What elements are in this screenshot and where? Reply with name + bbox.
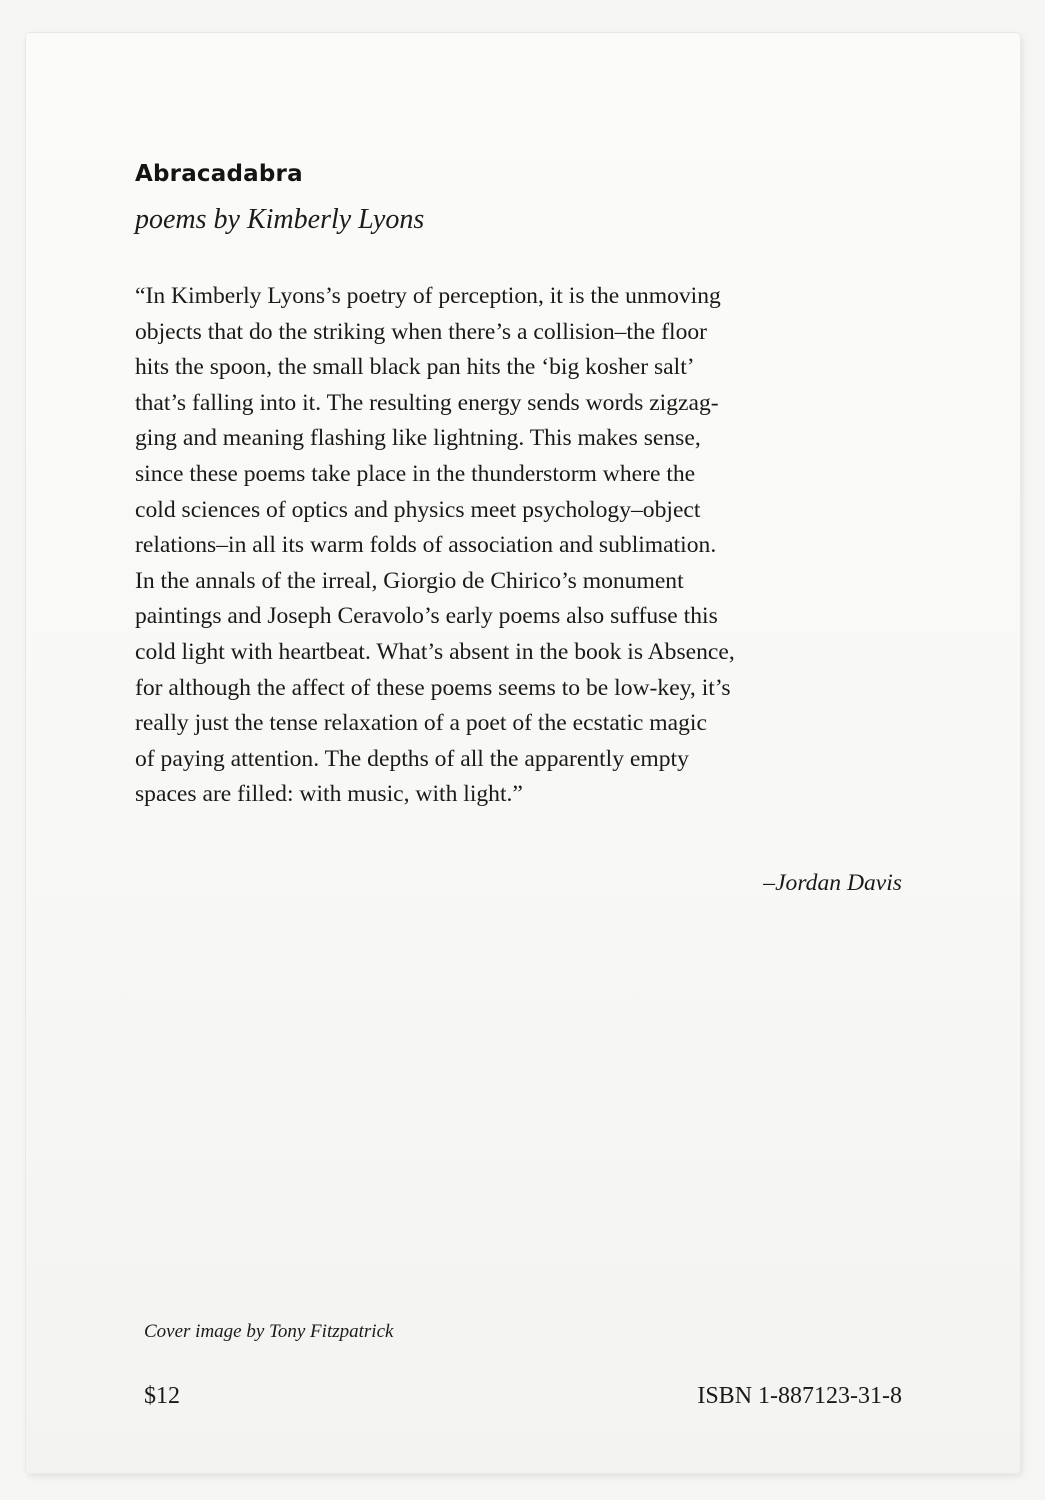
blurb-line: hits the spoon, the small black pan hits the ‘big kosher salt’ <box>135 354 695 381</box>
blurb-line: that’s falling into it. The resulting energy sends words zigzag- <box>135 389 719 416</box>
isbn-label: ISBN 1-887123-31-8 <box>697 1383 902 1409</box>
cover-image-credit: Cover image by Tony Fitzpatrick <box>144 1321 394 1342</box>
book-subtitle: poems by Kimberly Lyons <box>135 204 425 235</box>
blurb-line: since these poems take place in the thunderstorm where the <box>135 460 696 487</box>
price-label: $12 <box>144 1383 180 1409</box>
blurb-line: of paying attention. The depths of all the apparently empty <box>135 745 689 772</box>
blurb-line: ging and meaning flashing like lightning. This makes sense, <box>135 425 701 452</box>
blurb-line: spaces are filled: with music, with light.” <box>135 781 523 808</box>
blurb-line: objects that do the striking when there’s a collision–the floor <box>135 318 708 345</box>
blurb-quote <box>135 279 925 813</box>
blurb-line: relations–in all its warm folds of association and sublimation. <box>135 532 717 559</box>
blurb-line: paintings and Joseph Ceravolo’s early poems also suffuse this <box>135 603 718 630</box>
blurb-line: for although the affect of these poems seems to be low-key, it’s <box>135 674 731 701</box>
blurb-attribution: –Jordan Davis <box>763 870 902 896</box>
blurb-line: really just the tense relaxation of a poet of the ecstatic magic <box>135 710 707 737</box>
blurb-line: cold sciences of optics and physics meet psychology–object <box>135 496 701 523</box>
blurb-line: “In Kimberly Lyons’s poetry of perception, it is the unmoving <box>135 283 721 309</box>
book-title: Abracadabra <box>135 161 303 187</box>
blurb-line: cold light with heartbeat. What’s absent in the book is Absence, <box>135 638 735 665</box>
blurb-line: In the annals of the irreal, Giorgio de Chirico’s monument <box>135 567 684 594</box>
